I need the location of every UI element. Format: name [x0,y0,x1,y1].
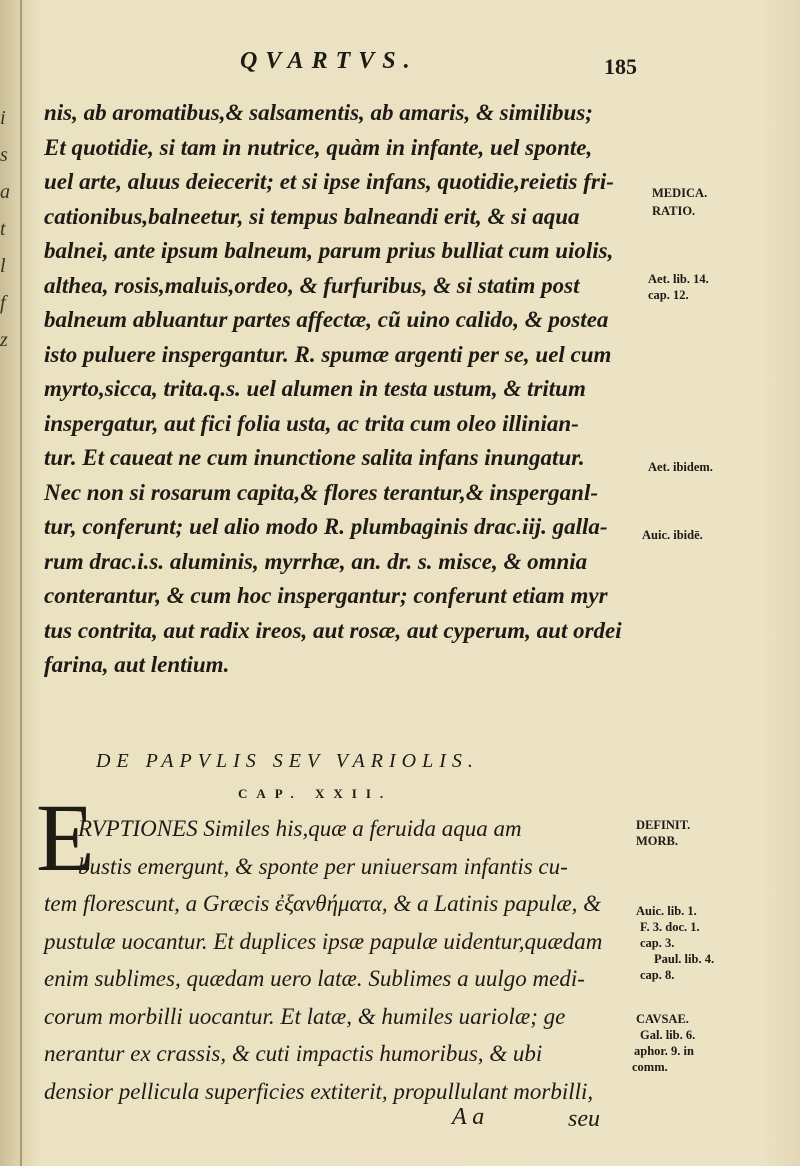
text-line: nerantur ex crassis, & cuti impactis humoribus, & ubi [44,1041,543,1066]
text-line: uel arte, aluus deiecerit; et si ipse infans, quotidie,reietis fri- [44,169,614,194]
text-line: inspergatur, aut fici folia usta, ac trita cum oleo illinian- [44,410,579,436]
margin-note-auic-doc: F. 3. doc. 1. [640,920,700,934]
margin-note-auic-ibidem: Auic. ibidē. [642,528,703,542]
text-line: rum drac.i.s. aluminis, myrrhæ, an. dr. s. misce, & omnia [44,548,588,574]
previous-page-margin [0,100,14,359]
text-line: pustulæ uocantur. Et duplices ipsæ papulæ uidentur,quædam [44,928,603,954]
margin-note-medica: MEDICA. [652,186,708,200]
text-line: farina, aut lentium. [44,652,230,677]
text-line: corum morbilli uocantur. Et latæ, & humiles uariolæ; ge [44,1003,566,1029]
margin-note-gal-lib: Gal. lib. 6. [640,1028,696,1042]
margin-note-morb: MORB. [636,834,679,848]
margin-note-definit: DEFINIT. [636,818,691,832]
text-line: myrto,sicca, trita.q.s. uel alumen in testa ustum, & tritum [44,376,586,401]
text-line: balneum abluantur partes affectæ, cũ uino calido, & postea [44,307,609,332]
margin-note-auic-cap: cap. 3. [640,936,675,950]
chapter-number: CAP. XXII. [238,786,393,801]
margin-glyph: l [0,255,6,277]
margin-note-aet-ibidem: Aet. ibidem. [648,460,713,474]
running-head: QVARTVS. [240,48,418,74]
text-line: densior pellicula superficies extiterit, propullulant morbilli, [44,1078,594,1104]
margin-glyph: s [0,144,8,166]
margin-note-aet-lib: Aet. lib. 14. [648,272,709,286]
text-line: isto puluere inspergantur. R. spumæ argenti per se, uel cum [44,341,612,367]
page-number: 185 [604,54,637,79]
text-line: althea, rosis,maluis,ordeo, & furfuribus, & si statim post [44,272,580,298]
margin-note-aet-cap: cap. 12. [648,288,689,302]
text-line: balnei, ante ipsum balneum, parum prius bulliat cum uiolis, [44,238,614,263]
drop-cap: E [36,784,95,891]
margin-note-gal-comm: comm. [632,1060,668,1074]
text-line: Nec non si rosarum capita,& flores terantur,& insperganl- [44,479,598,505]
margin-note-causae: CAVSAE. [636,1012,689,1026]
text-line: bustis emergunt, & sponte per uniuersam infantis cu- [78,853,568,879]
margin-note-paul-lib: Paul. lib. 4. [654,952,715,966]
main-text-block [44,96,644,683]
chapter-title: DE PAPVLIS SEV VARIOLIS. [96,750,479,772]
text-line: RVPTIONES Similes his,quæ a feruida aqua am [78,816,522,841]
margin-glyph: z [0,329,8,351]
gutter-edge [20,0,22,1166]
text-line: nis, ab aromatibus,& salsamentis, ab amaris, & similibus; [44,100,593,125]
text-line: conterantur, & cum hoc inspergantur; conferunt etiam myr [44,583,608,608]
margin-note-auic-lib: Auic. lib. 1. [636,904,697,918]
margin-glyph: i [0,107,6,129]
signature-mark: A a [452,1104,485,1130]
text-line: tem florescunt, a Græcis ἐξανθήματα, & a Latinis papulæ, & [44,891,602,916]
margin-glyph: a [0,181,10,203]
chapter-text-block [44,810,634,1110]
text-line: tus contrita, aut radix ireos, aut rosæ, aut cyperum, aut ordei [44,617,622,643]
margin-note-gal-aphor: aphor. 9. in [634,1044,694,1058]
text-line: tur, conferunt; uel alio modo R. plumbaginis drac.iij. galla- [44,514,608,539]
text-line: enim sublimes, quædam uero latæ. Sublimes a uulgo medi- [44,966,585,991]
text-line: tur. Et caueat ne cum inunctione salita infans inungatur. [44,445,585,470]
margin-glyph: t [0,218,6,240]
margin-glyph: f [0,292,6,314]
margin-note-ratio: RATIO. [652,204,696,218]
margin-note-paul-cap: cap. 8. [640,968,675,982]
text-line: cationibus,balneetur, si tempus balneandi erit, & si aqua [44,203,580,229]
catchword: seu [568,1106,600,1132]
text-line: Et quotidie, si tam in nutrice, quàm in infante, uel sponte, [44,134,593,160]
